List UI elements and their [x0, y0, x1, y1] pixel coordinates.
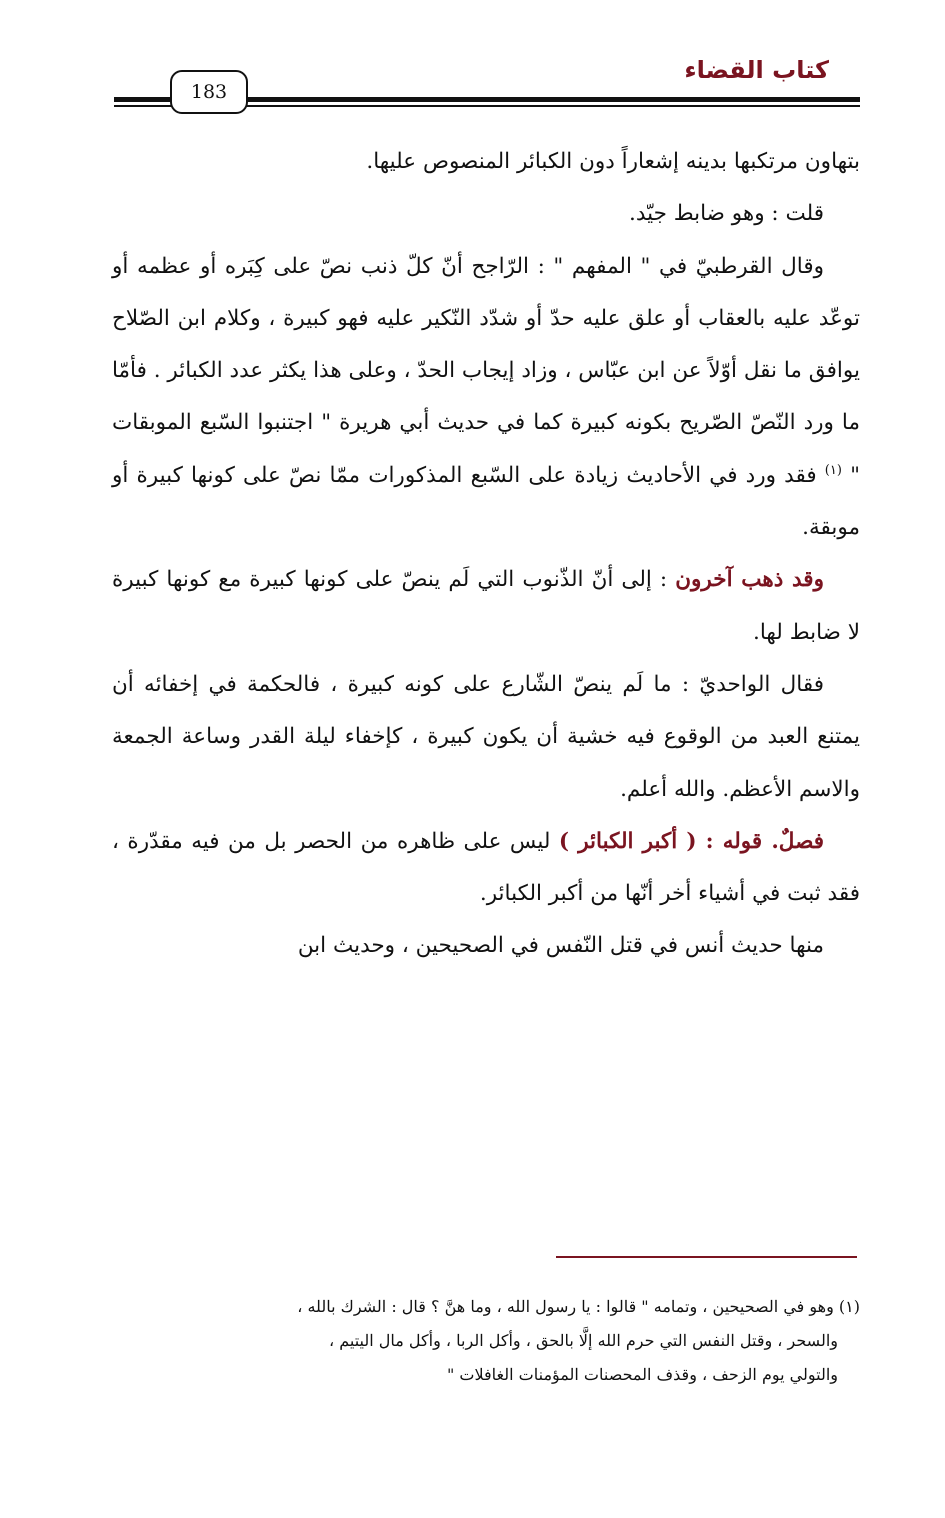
- footnote-1-line-2: والسحر ، وقتل النفس التي حرم الله إلَّا بالحق ، وأكل الربا ، وأكل مال اليتيم ،: [328, 1331, 838, 1350]
- footnote-1-line-1: [112, 1290, 860, 1324]
- page-number: 183: [170, 70, 248, 114]
- footnote-reference-1[interactable]: (١): [824, 462, 842, 478]
- footnote-separator: [556, 1256, 857, 1258]
- footnote-1-line-3: والتولي يوم الزحف ، وقذف المحصنات المؤمنات الغافلات ": [446, 1365, 838, 1384]
- paragraph-5: فقال الواحديّ : ما لَم ينصّ الشّارع على كونه كبيرة ، فالحكمة في إخفائه أن يمتنع العبد من الوقوع فيه خشية أن يكون كبيرة ، كإخفاء ليلة القدر وساعة الجمعة والاسم الأعظم. والله أعلم.: [112, 671, 860, 802]
- paragraph-3-tail: فقد ورد في الأحاديث زيادة على السّبع المذكورات ممّا نصّ على كونها كبيرة أو موبقة.: [112, 462, 860, 541]
- footnotes: [112, 1290, 860, 1392]
- section-heading: فصلٌ. قوله : ( أكبر الكبائر ): [558, 828, 825, 854]
- paragraph-3-text: وقال القرطبيّ في " المفهم " : الرّاجح أنّ كلّ ذنب نصّ على كِبَره أو عظمه أو توعّد عليه بالعقاب أو علق عليه حدّ أو شدّد النّكير عليه فهو كبيرة ، وكلام ابن الصّلاح يوافق ما نقل أوّلاً عن ابن عبّاس ، وزاد إيجاب الحدّ ، وعلى هذا يكثر عدد الكبائر . فأمّا ما ورد النّصّ الصّريح بكونه كبيرة كما في حديث أبي هريرة " اجتنبوا السّبع الموبقات ": [111, 253, 861, 488]
- paragraph-2: قلت : وهو ضابط جيّد.: [628, 201, 824, 227]
- main-text: [112, 136, 860, 973]
- highlighted-phrase: وقد ذهب آخرون: [675, 567, 824, 593]
- paragraph-4: [112, 554, 860, 659]
- footnote-1-text-1: وهو في الصحيحين ، وتمامه " قالوا : يا رسول الله ، وما هنَّ ؟ قال : الشرك بالله ،: [297, 1297, 834, 1316]
- footnote-1-mark: (١): [838, 1297, 860, 1316]
- paragraph-6-text: ليس على ظاهره من الحصر بل من فيه مقدّرة ، فقد ثبت في أشياء أخر أنّها من أكبر الكبائر.: [112, 828, 860, 907]
- paragraph-1: بتهاون مرتكبها بدينه إشعاراً دون الكبائر المنصوص عليها.: [366, 149, 860, 174]
- paragraph-4-text: : إلى أنّ الذّنوب التي لَم ينصّ على كونها كبيرة مع كونها كبيرة لا ضابط لها.: [112, 567, 860, 645]
- paragraph-6: [112, 816, 860, 921]
- running-header-title: كتاب القضاء: [684, 56, 829, 84]
- paragraph-3: [112, 241, 860, 555]
- paragraph-7: منها حديث أنس في قتل النّفس في الصحيحين ، وحديث ابن: [297, 933, 824, 959]
